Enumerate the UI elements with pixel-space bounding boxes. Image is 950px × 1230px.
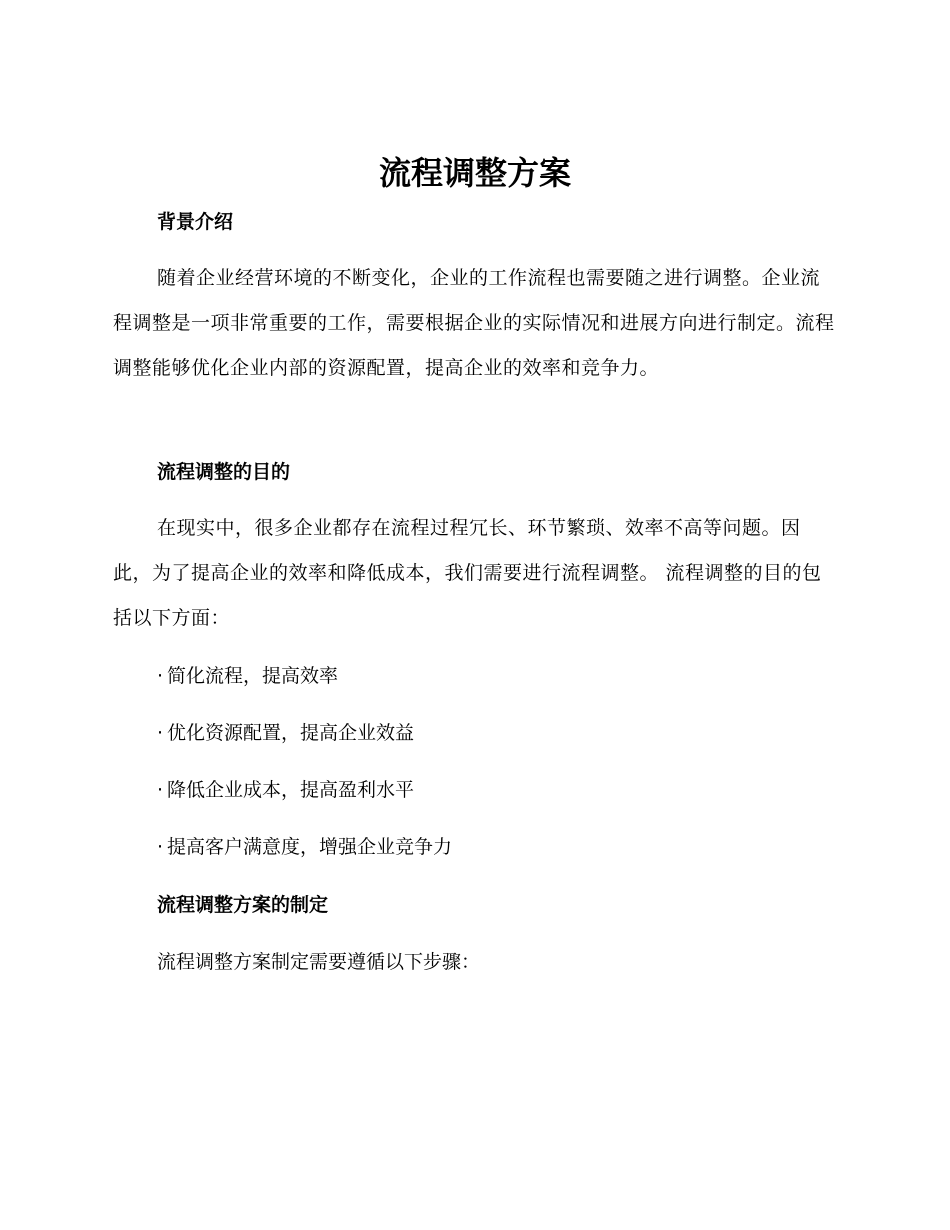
list-item-text: 优化资源配置，提高企业效益 xyxy=(167,722,415,744)
document-title: 流程调整方案 xyxy=(378,154,571,192)
list-item-text: 简化流程，提高效率 xyxy=(167,665,339,687)
bullet-symbol: · xyxy=(157,836,164,858)
list-item xyxy=(157,719,414,747)
list-item xyxy=(157,833,452,861)
section-heading-plan: 流程调整方案的制定 xyxy=(157,894,329,916)
section-paragraph-purpose: 在现实中，很多企业都存在流程过程冗长、环节繁琐、效率不高等问题。因此，为了提高企业的效率和降低成本，我们需要进行流程调整。 流程调整的目的包括以下方面： xyxy=(113,517,822,629)
bullet-symbol: · xyxy=(157,722,164,744)
section-heading-background: 背景介绍 xyxy=(157,211,234,233)
list-item xyxy=(157,776,414,804)
list-item-text: 降低企业成本，提高盈利水平 xyxy=(167,779,415,801)
bullet-symbol: · xyxy=(157,779,164,801)
list-item xyxy=(157,662,338,690)
section-paragraph-plan: 流程调整方案制定需要遵循以下步骤： xyxy=(157,951,481,973)
section-heading-purpose: 流程调整的目的 xyxy=(157,461,291,483)
list-item-text: 提高客户满意度，增强企业竞争力 xyxy=(167,836,453,858)
section-paragraph-background: 随着企业经营环境的不断变化，企业的工作流程也需要随之进行调整。企业流程调整是一项非常重要的工作，需要根据企业的实际情况和进展方向进行制定。流程调整能够优化企业内部的资源配置，提高企业的效率和竞争力。 xyxy=(113,267,835,379)
bullet-symbol: · xyxy=(157,665,164,687)
